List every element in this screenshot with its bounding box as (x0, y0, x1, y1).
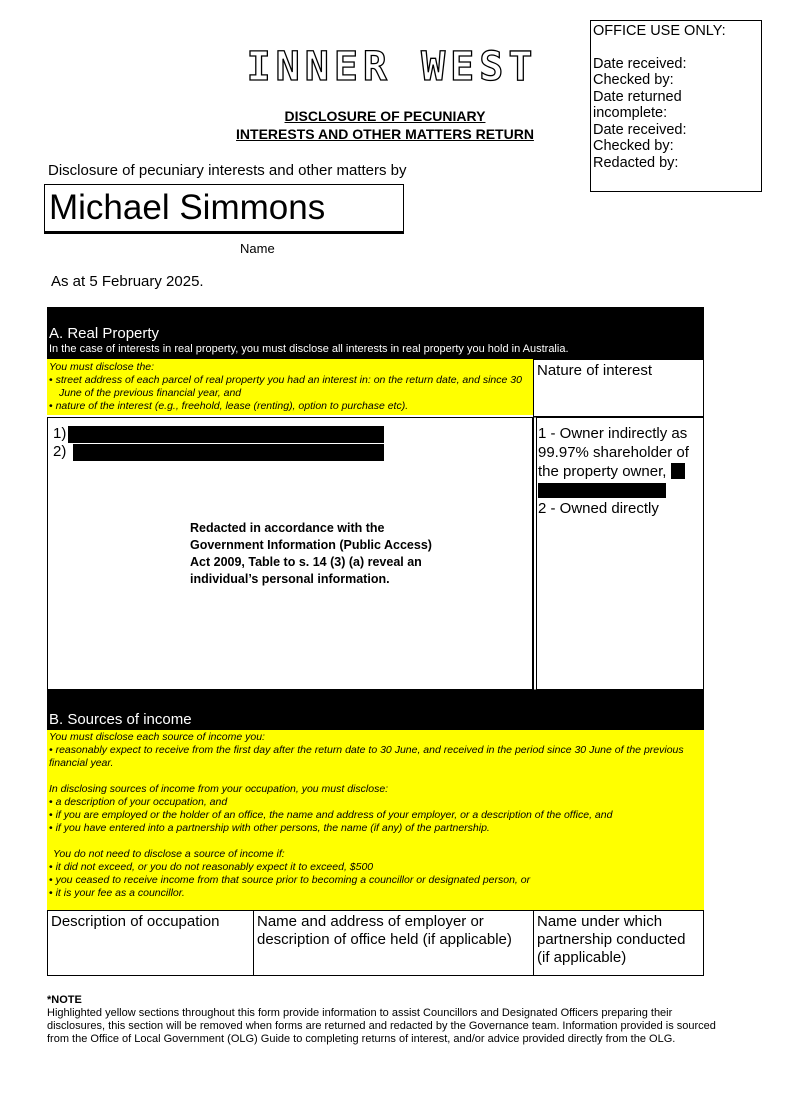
guidance-item: • if you are employed or the holder of an office, the name and address of your employer, or a description of the office, and (49, 809, 702, 822)
guidance-item: • you ceased to receive income from that source prior to becoming a councillor or designated person, or (49, 874, 702, 887)
inner-west-logo (222, 44, 562, 86)
note-heading: *NOTE (47, 994, 82, 1006)
section-a-guidance (47, 359, 533, 415)
row2-label: 2) (53, 443, 67, 460)
col-partnership-name: Name under which partnership conducted (if applicable) (533, 910, 704, 976)
nature-1: 1 - Owner indirectly as 99.97% shareholder of the property owner, (538, 425, 689, 480)
section-b-guidance (47, 730, 704, 911)
office-use-box (590, 20, 762, 192)
guidance-item: • if you have entered into a partnership with other persons, the name (if any) of the partnership. (49, 822, 702, 835)
guidance-intro: You must disclose the: (49, 361, 155, 373)
name-field[interactable]: Michael Simmons (44, 184, 404, 232)
col-employer-name-address: Name and address of employer or description of office held (if applicable) (253, 910, 534, 976)
guidance-item: • reasonably expect to receive from the first day after the return date to 30 June, and received in the period since 30 June of the previous financial year. (49, 744, 684, 769)
property-address-cell[interactable] (47, 417, 533, 690)
office-line: Redacted by: (593, 154, 679, 171)
redaction-bar (68, 426, 384, 443)
office-line: Checked by: (593, 72, 674, 88)
guidance-item: • street address of each parcel of real property you had an interest in: on the return date, and since 30 June of the previous financial year, and (49, 374, 531, 400)
form-title-line2: INTERESTS AND OTHER MATTERS RETURN (236, 126, 534, 142)
occupation-intro: In disclosing sources of income from your occupation, you must disclose: (49, 783, 389, 795)
redaction-bar (671, 463, 685, 479)
guidance-item: • a description of your occupation, and (49, 796, 702, 809)
section-b-header (47, 690, 704, 730)
note-text: Highlighted yellow sections throughout this form provide information to assist Councillors and Designated Officers preparing their disclosures, this section will be removed when forms are returned and redacted by the Governance team. Information provided is sourced from the Office of Local Government (OLG) Guide to completing returns of interest, and/or advice provided directly from the OLG. (47, 1007, 716, 1045)
office-line: Checked by: (593, 138, 674, 154)
nature-2: 2 - Owned directly (538, 500, 659, 517)
office-use-heading: OFFICE USE ONLY: (593, 23, 726, 39)
office-line: incomplete: (593, 105, 668, 121)
form-title-line1: DISCLOSURE OF PECUNIARY (284, 108, 486, 124)
name-label: Name (240, 241, 275, 256)
logo-text: INNER WEST (246, 44, 538, 86)
row1-label: 1) (53, 425, 67, 442)
guidance-item: • it did not exceed, or you do not reasonably expect it to exceed, $500 (49, 861, 702, 874)
not-disclose-intro: You do not need to disclose a source of income if: (53, 848, 285, 860)
guidance-item: • nature of the interest (e.g., freehold, lease (renting), option to purchase etc). (49, 400, 531, 413)
section-a-title: A. Real Property (49, 325, 160, 342)
nature-of-interest-header: Nature of interest (533, 359, 704, 417)
guidance-intro: You must disclose each source of income you: (49, 731, 265, 743)
office-line: Date received: (593, 121, 687, 138)
redaction-note: Redacted in accordance with the Government Information (Public Access) Act 2009, Table to s. 14 (3) (a) reveal an individual’s personal information. (190, 521, 432, 586)
redaction-bar (538, 483, 666, 498)
section-a-subtitle: In the case of interests in real property, you must disclose all interests in real property you hold in Australia. (49, 343, 569, 355)
disclosure-by-label: Disclosure of pecuniary interests and other matters by (48, 162, 407, 179)
guidance-item: • it is your fee as a councillor. (49, 887, 702, 900)
redaction-bar (73, 444, 384, 461)
col-description-of-occupation: Description of occupation (47, 910, 254, 976)
office-line: Date received: (593, 55, 687, 72)
section-a-header (47, 307, 704, 359)
office-line: Date returned (593, 88, 682, 105)
as-at-date: As at 5 February 2025. (51, 273, 204, 290)
nature-of-interest-cell[interactable] (533, 417, 704, 690)
section-b-title: B. Sources of income (49, 711, 192, 728)
